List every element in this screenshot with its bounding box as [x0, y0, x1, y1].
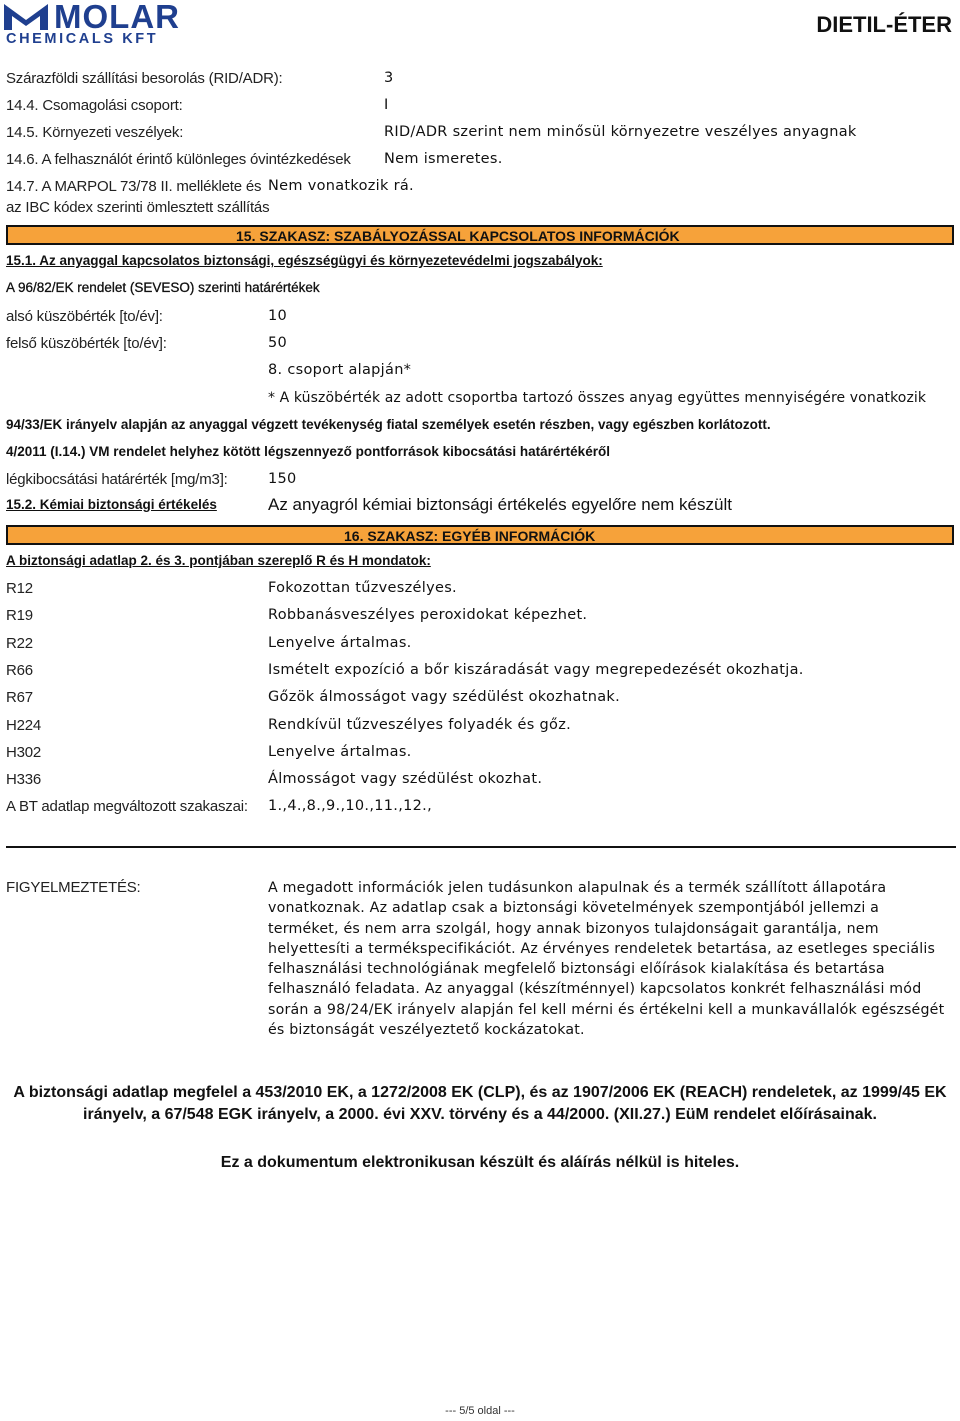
phrase-code: H224 [6, 716, 42, 734]
phrase-text: Robbanásveszélyes peroxidokat képezhet. [268, 607, 588, 624]
phrase-text: Lenyelve ártalmas. [268, 743, 412, 760]
subsection-15-1: 15.1. Az anyaggal kapcsolatos biztonsági, egészségügyi és környezetevédelmi jogszabályok: [6, 253, 603, 268]
transport-value: RID/ADR szerint nem minősül környezetre veszélyes anyagnak [384, 124, 857, 140]
phrase-text: Lenyelve ártalmas. [268, 634, 412, 651]
transport-label: 14.7. A MARPOL 73/78 II. melléklete és [6, 178, 262, 195]
company-logo [4, 2, 229, 48]
phrase-code: R66 [6, 661, 33, 679]
electronic-statement: Ez a dokumentum elektronikusan készült és aláírás nélkül is hiteles. [220, 1154, 740, 1171]
phrase-code: R67 [6, 689, 33, 707]
transport-value: 3 [384, 70, 394, 86]
phrase-code: H336 [6, 771, 42, 789]
transport-value: Nem vonatkozik rá. [268, 178, 414, 194]
section-16-title: 16. SZAKASZ: EGYÉB INFORMÁCIÓK [344, 528, 596, 544]
divider [6, 846, 956, 848]
phrase-text: Gőzök álmosságot vagy szédülést okozhatnak. [268, 689, 620, 706]
phrase-text: Fokozottan tűzveszélyes. [268, 580, 457, 596]
compliance-statement: A biztonsági adatlap megfelel a 453/2010 EK, a 1272/2008 EK (CLP), és az 1907/2006 EK (REACH) rendeletek, az 1999/45 EK irányelv, a 67/548 EGK irányelv, a 2000. évi XXV. törvény és a 44/2000. (XII.27.) EüM rendelet előírásainak. [13, 1084, 947, 1123]
group-note: 8. csoport alapján* [268, 362, 412, 378]
transport-label: 14.5. Környezeti veszélyek: [6, 124, 184, 141]
section-15-title: 15. SZAKASZ: SZABÁLYOZÁSSAL KAPCSOLATOS INFORMÁCIÓK [236, 228, 680, 244]
logo-sub-text: CHEMICALS KFT [6, 31, 159, 47]
transport-label: Szárazföldi szállítási besorolás (RID/ADR): [6, 70, 283, 87]
directive-note: 94/33/EK irányelv alapján az anyaggal végzett tevékenység fiatal személyek esetén részben, vagy egészben korlátozott. [6, 417, 771, 432]
rh-phrases-heading: A biztonsági adatlap 2. és 3. pontjában szereplő R és H mondatok: [6, 553, 431, 568]
phrase-code: H302 [6, 743, 42, 761]
phrase-code: R19 [6, 607, 33, 625]
phrase-code: R12 [6, 580, 33, 597]
warning-text: A megadott információk jelen tudásunkon alapulnak és a termék szállított állapotára vonatkoznak. Az adatlap csak a biztonsági követelmények szempontjából jellemzi a terméket, és nem arra szolgál, hogy annak bizonyos tulajdonságait garantálja, nem helyettesíti a termékspecifikációt. Az érvényes rendeletek betartása, az esetleges speciális felhasználási technológiának megfelelő biztonsági előírások kialakítása és betartása felhasználó feladata. Az anyaggal (készítménnyel) kapcsolatos konkrét felhasználási mód során a 98/24/EK irányelv alapján fel kell mérni és értékelni kell a munkavállalók egészségét és biztonságát veszélyeztető kockázatokat. [268, 880, 945, 1039]
phrase-text: Álmosságot vagy szédülést okozhat. [268, 771, 543, 788]
vm-regulation: 4/2011 (I.14.) VM rendelet helyhez kötött légszennyező pontforrások kibocsátási határértékéről [6, 444, 610, 459]
phrase-text: Ismételt expozíció a bőr kiszáradását vagy megrepedezését okozhatja. [268, 661, 804, 678]
section-15-banner [6, 225, 954, 245]
seveso-heading: A 96/82/EK rendelet (SEVESO) szerinti határértékek [6, 280, 320, 295]
subsection-15-2-value: Az anyagról kémiai biztonsági értékelés egyelőre nem készült [268, 495, 732, 514]
threshold-footnote: * A küszöbérték az adott csoportba tartozó összes anyag együttes mennyiségére vonatkozik [268, 390, 927, 406]
changed-sections-value: 1.,4.,8.,9.,10.,11.,12., [268, 798, 432, 814]
air-limit-label: légkibocsátási határérték [mg/m3]: [6, 471, 228, 488]
subsection-15-2: 15.2. Kémiai biztonsági értékelés [6, 497, 217, 512]
page-number: --- 5/5 oldal --- [445, 1405, 515, 1417]
phrase-code: R22 [6, 634, 33, 652]
document-title: DIETIL-ÉTER [816, 12, 952, 37]
logo-mark-icon [4, 4, 48, 30]
lower-threshold-value: 10 [268, 308, 288, 324]
transport-label: 14.6. A felhasználót érintő különleges óvintézkedések [6, 151, 351, 168]
logo-main-text: MOLAR [54, 0, 180, 35]
section-16-banner [6, 525, 954, 545]
upper-threshold-value: 50 [268, 335, 288, 351]
warning-label: FIGYELMEZTETÉS: [6, 879, 141, 896]
lower-threshold-label: alsó küszöbérték [to/év]: [6, 308, 163, 325]
transport-value: Nem ismeretes. [384, 151, 503, 167]
air-limit-value: 150 [268, 471, 297, 487]
transport-label-continued: az IBC kódex szerinti ömlesztett szállítás [6, 199, 270, 216]
transport-label: 14.4. Csomagolási csoport: [6, 97, 183, 114]
transport-value: I [384, 97, 389, 113]
changed-sections-label: A BT adatlap megváltozott szakaszai: [6, 798, 248, 815]
upper-threshold-label: felső küszöbérték [to/év]: [6, 335, 167, 352]
phrase-text: Rendkívül tűzveszélyes folyadék és gőz. [268, 716, 572, 733]
